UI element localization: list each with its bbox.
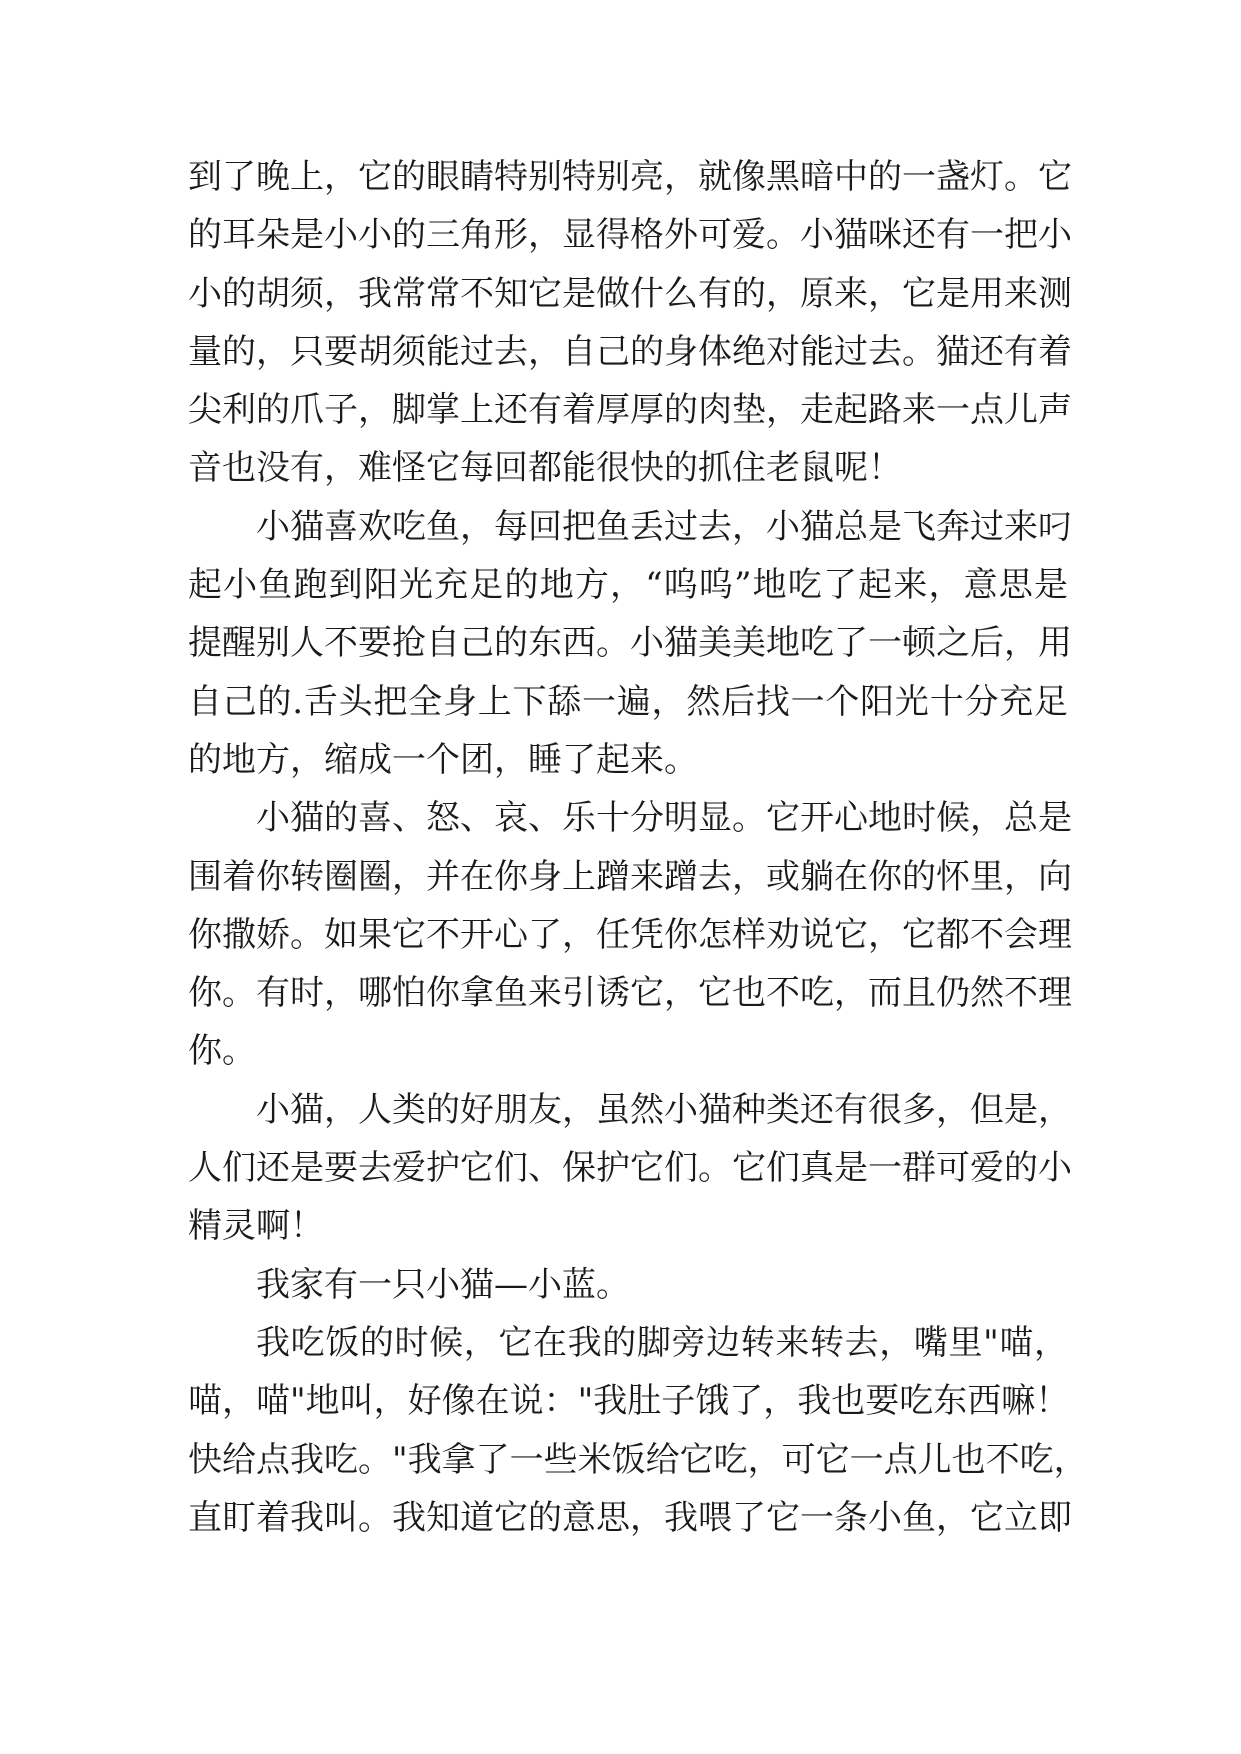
text-line: 人们还是要去爱护它们、保护它们。它们真是一群可爱的小 [188, 1148, 1072, 1189]
text-line: 到了晚上，它的眼睛特别特别亮，就像黑暗中的一盏灯。它 [188, 157, 1072, 197]
text-line: 我家有一只小猫—小蓝。 [256, 1264, 630, 1305]
text-line: 直盯着我叫。我知道它的意思，我喂了它一条小鱼，它立即 [188, 1497, 1072, 1538]
text-line: 小猫的喜、怒、哀、乐十分明显。它开心地时候，总是 [256, 798, 1072, 839]
text-line: 起小鱼跑到阳光充足的地方，“呜呜”地吃了起来，意思是 [188, 565, 1068, 606]
text-line: 你撒娇。如果它不开心了，任凭你怎样劝说它，它都不会理 [188, 914, 1072, 955]
text-line: 快给点我吃。"我拿了一些米饭给它吃，可它一点儿也不吃， [188, 1439, 1088, 1480]
text-line: 你。有时，哪怕你拿鱼来引诱它，它也不吃，而且仍然不理 [188, 973, 1072, 1014]
text-line: 喵，喵"地叫，好像在说："我肚子饿了，我也要吃东西嘛！ [188, 1381, 1070, 1422]
text-line: 量的，只要胡须能过去，自己的身体绝对能过去。猫还有着 [188, 331, 1072, 372]
text-line: 尖利的爪子，脚掌上还有着厚厚的肉垫，走起路来一点儿声 [188, 390, 1072, 431]
text-line: 小猫，人类的好朋友，虽然小猫种类还有很多，但是， [256, 1089, 1072, 1130]
document-body [188, 148, 1088, 1547]
text-line: 你。 [188, 1031, 256, 1072]
text-line: 精灵啊！ [188, 1206, 324, 1247]
text-line: 的地方，缩成一个团，睡了起来。 [188, 739, 698, 780]
text-line: 围着你转圈圈，并在你身上蹭来蹭去，或躺在你的怀里，向 [188, 856, 1072, 897]
text-line: 我吃饭的时候，它在我的脚旁边转来转去，嘴里"喵， [256, 1322, 1068, 1363]
text-line: 小的胡须，我常常不知它是做什么有的，原来，它是用来测 [188, 273, 1072, 314]
text-line: 小猫喜欢吃鱼，每回把鱼丢过去，小猫总是飞奔过来叼 [256, 506, 1072, 547]
text-line: 的耳朵是小小的三角形，显得格外可爱。小猫咪还有一把小 [188, 215, 1072, 256]
text-line: 自己的.舌头把全身上下舔一遍，然后找一个阳光十分充足 [188, 681, 1068, 722]
text-line: 提醒别人不要抢自己的东西。小猫美美地吃了一顿之后，用 [188, 623, 1072, 664]
text-line: 音也没有，难怪它每回都能很快的抓住老鼠呢！ [188, 448, 902, 489]
